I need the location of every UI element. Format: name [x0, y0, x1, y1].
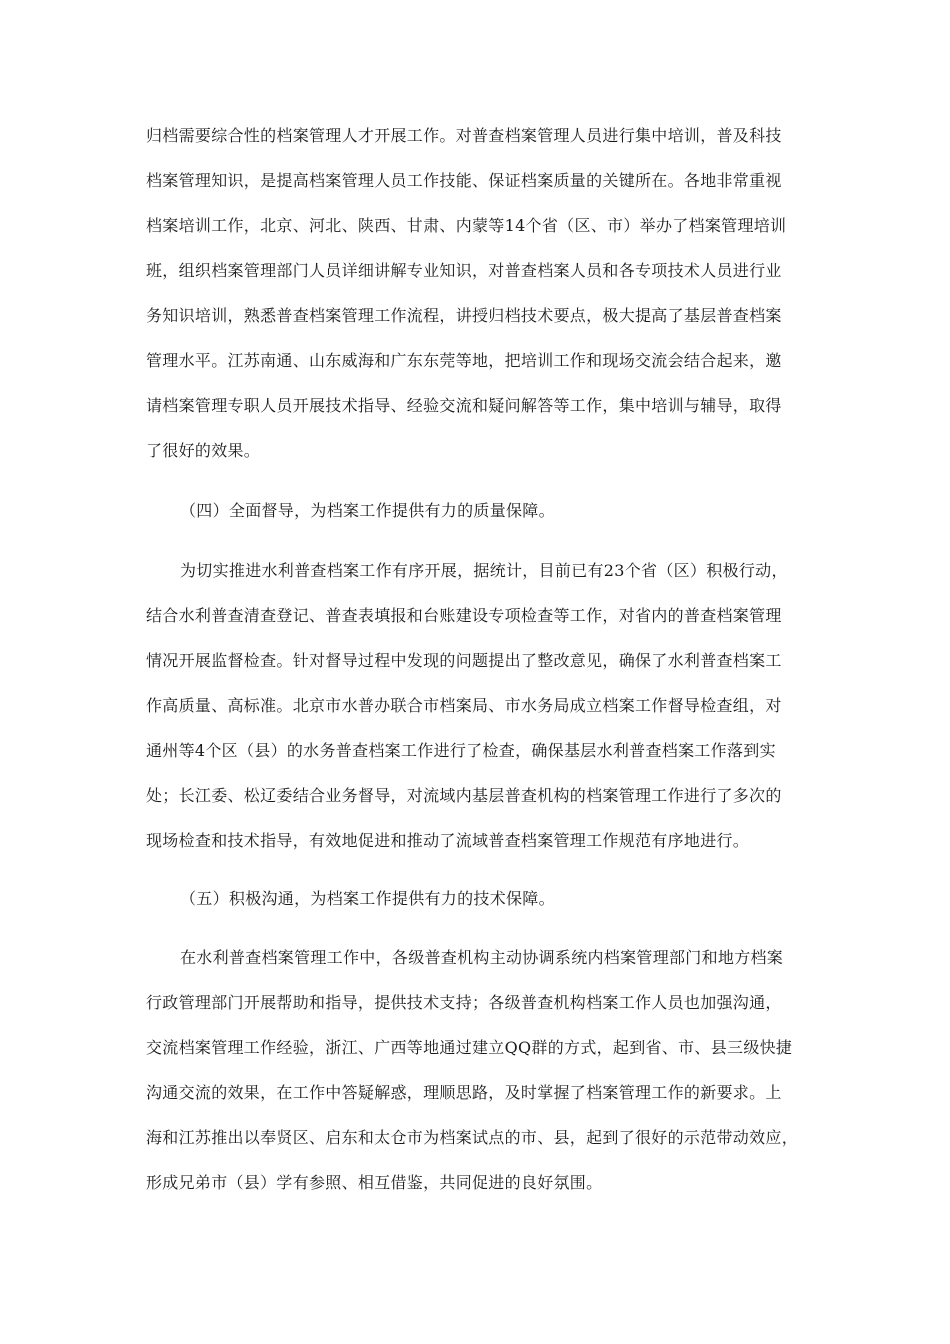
paragraph-2-line-6: 处；长江委、松辽委结合业务督导，对流域内基层普查机构的档案管理工作进行了多次的 [146, 786, 782, 805]
paragraph-3-line-1: 在水利普查档案管理工作中，各级普查机构主动协调系统内档案管理部门和地方档案 [180, 948, 784, 967]
paragraph-2-line-7: 现场检查和技术指导，有效地促进和推动了流域普查档案管理工作规范有序地进行。 [146, 831, 750, 850]
paragraph-1-line-8: 了很好的效果。 [146, 441, 261, 460]
paragraph-1-line-3: 档案培训工作，北京、河北、陕西、甘肃、内蒙等14个省（区、市）举办了档案管理培训 [146, 216, 787, 235]
paragraph-2-line-1: 为切实推进水利普查档案工作有序开展，据统计，目前已有23个省（区）积极行动， [180, 561, 788, 580]
section-heading-5: （五）积极沟通，为档案工作提供有力的技术保障。 [180, 889, 555, 908]
paragraph-3-line-5: 海和江苏推出以奉贤区、启东和太仓市为档案试点的市、县，起到了很好的示范带动效应， [146, 1128, 799, 1147]
paragraph-3-line-2: 行政管理部门开展帮助和指导，提供技术支持；各级普查机构档案工作人员也加强沟通， [146, 993, 782, 1012]
paragraph-2-line-3: 情况开展监督检查。针对督导过程中发现的问题提出了整改意见，确保了水利普查档案工 [146, 651, 782, 670]
paragraph-1-line-1: 归档需要综合性的档案管理人才开展工作。对普查档案管理人员进行集中培训，普及科技 [146, 126, 782, 145]
paragraph-1-line-6: 管理水平。江苏南通、山东威海和广东东莞等地，把培训工作和现场交流会结合起来，邀 [146, 351, 782, 370]
paragraph-1-line-4: 班，组织档案管理部门人员详细讲解专业知识，对普查档案人员和各专项技术人员进行业 [146, 261, 782, 280]
paragraph-2-line-2: 结合水利普查清查登记、普查表填报和台账建设专项检查等工作，对省内的普查档案管理 [146, 606, 782, 625]
paragraph-2-line-4: 作高质量、高标准。北京市水普办联合市档案局、市水务局成立档案工作督导检查组，对 [146, 696, 782, 715]
paragraph-3-line-3: 交流档案管理工作经验，浙江、广西等地通过建立QQ群的方式，起到省、市、县三级快捷 [146, 1038, 793, 1057]
paragraph-1-line-5: 务知识培训，熟悉普查档案管理工作流程，讲授归档技术要点，极大提高了基层普查档案 [146, 306, 782, 325]
paragraph-1-line-7: 请档案管理专职人员开展技术指导、经验交流和疑问解答等工作，集中培训与辅导，取得 [146, 396, 782, 415]
paragraph-3-line-4: 沟通交流的效果，在工作中答疑解惑，理顺思路，及时掌握了档案管理工作的新要求。上 [146, 1083, 782, 1102]
paragraph-1-line-2: 档案管理知识，是提高档案管理人员工作技能、保证档案质量的关键所在。各地非常重视 [146, 171, 782, 190]
paragraph-2-line-5: 通州等4个区（县）的水务普查档案工作进行了检查，确保基层水利普查档案工作落到实 [146, 741, 776, 760]
paragraph-3-line-6: 形成兄弟市（县）学有参照、相互借鉴，共同促进的良好氛围。 [146, 1173, 603, 1192]
section-heading-4: （四）全面督导，为档案工作提供有力的质量保障。 [180, 501, 555, 520]
